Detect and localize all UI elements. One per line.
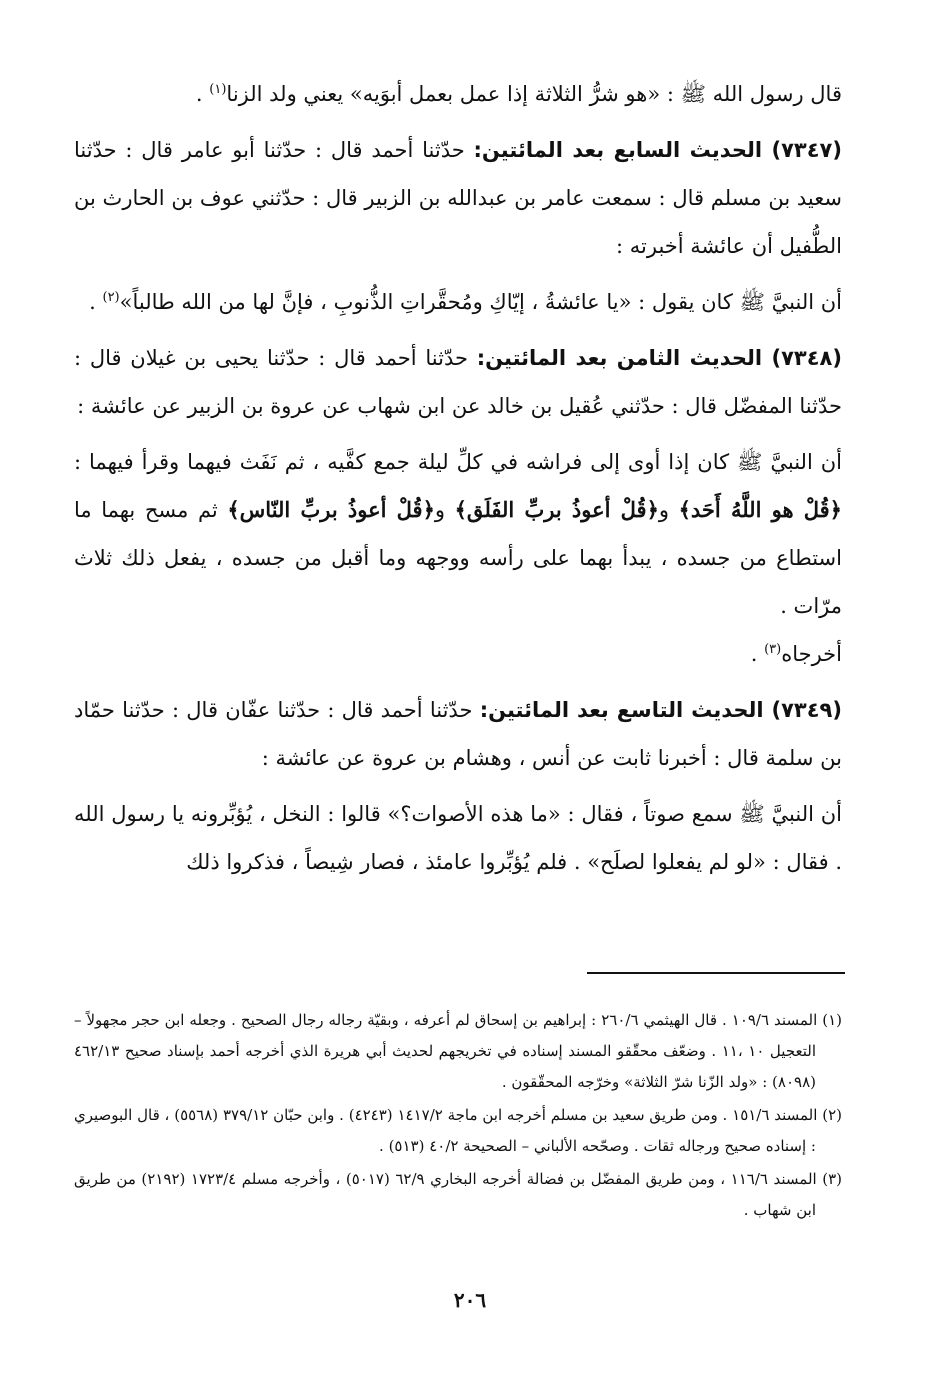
quran-verse-nas: ﴿قُلْ أعوذُ بربِّ النّاس﴾: [227, 497, 435, 522]
footnote-1: (١) المسند ١٠٩/٦ . قال الهيثمي ٢٦٠/٦ : إبراهيم بن إسحاق لم أعرفه ، وبقيّة رجاله رجال الصحيح . وجعله ابن حجر مجهولاً – التعجيل ١٠ ،١١ . وضعّف محقّقو المسند إسناده في تخريجهم لحديث أبي هريرة الذي أخرجه أحمد بإسناد صحيح ٤٦٢/١٣ (٨٠٩٨) : «ولد الزّنا شرّ الثلاثة» وخرّجه المحقّقون .: [74, 1011, 842, 1091]
paragraph-1-end: .: [195, 82, 210, 106]
hadith-7347-isnad: [74, 126, 842, 270]
page-number: ٢٠٦: [453, 1288, 487, 1312]
takhrij-end: .: [750, 642, 765, 666]
hadith-7348-heading: (٧٣٤٨) الحديث الثامن بعد المائتين:: [476, 346, 842, 370]
hadith-7348-text-a: أن النبيَّ ﷺ كان إذا أوى إلى فراشه في كلِّ ليلة جمع كفَّيه ، ثم نَفَث فيهما وقرأ فيهما :: [74, 450, 842, 474]
footnote-3: (٣) المسند ١١٦/٦ ، ومن طريق المفضّل بن فضالة أخرجه البخاري ٦٢/٩ (٥٠١٧) ، وأخرجه مسلم ١٧٢٣/٤ (٢١٩٢) من طريق ابن شهاب .: [74, 1170, 842, 1219]
hadith-7349-heading: (٧٣٤٩) الحديث التاسع بعد المائتين:: [479, 698, 842, 722]
hadith-7348-matn: [74, 438, 842, 630]
paragraph-1-text: قال رسول الله ﷺ : «هو شرُّ الثلاثة إذا عمل بعمل أبوَيه» يعني ولد الزنا: [226, 82, 842, 106]
hadith-7348-chain: حدّثنا أحمد قال : حدّثنا يحيى بن غيلان قال : حدّثنا المفضّل قال : حدّثني عُقيل بن خالد عن ابن شهاب عن عروة بن الزبير عن عائشة :: [74, 346, 842, 418]
hadith-7349-isnad: [74, 686, 842, 782]
footnote-ref-2: (٢): [102, 290, 120, 305]
conjunction-1: و: [658, 498, 679, 522]
hadith-7349-matn: [74, 790, 842, 886]
footnote-divider: [587, 972, 845, 974]
takhrij-text: أخرجاه: [781, 642, 842, 666]
paragraph-1: [74, 70, 842, 118]
hadith-7348-isnad: [74, 334, 842, 430]
quran-verse-falaq: ﴿قُلْ أعوذُ بربِّ الفَلَق﴾: [454, 497, 659, 522]
main-text: [74, 70, 842, 886]
footnotes: [74, 1005, 842, 1228]
footnote-ref-3: (٣): [764, 642, 782, 657]
hadith-7348-takhrij: [74, 630, 842, 678]
hadith-7347-end: .: [89, 290, 103, 314]
hadith-7348-text-b: ثم مسح بهما ما استطاع من جسده ، يبدأ بهما على رأسه ووجهه وما أقبل من جسده ، يفعل ذلك ثلاث مرّات .: [74, 498, 842, 618]
conjunction-2: و: [434, 498, 455, 522]
hadith-7349-text: أن النبيَّ ﷺ سمع صوتاً ، فقال : «ما هذه الأصوات؟» قالوا : النخل ، يُؤبِّرونه يا رسول الله . فقال : «لو لم يفعلوا لصلَح» . فلم يُؤبِّروا عامئذ ، فصار شِيصاً ، فذكروا ذلك: [74, 802, 842, 874]
hadith-7347-chain: حدّثنا أحمد قال : حدّثنا أبو عامر قال : حدّثنا سعيد بن مسلم قال : سمعت عامر بن عبدالله بن الزبير قال : حدّثني عوف بن الحارث بن الطُّفيل أن عائشة أخبرته :: [74, 138, 842, 258]
hadith-7347-matn: [74, 278, 842, 326]
footnote-ref-1: (١): [209, 82, 227, 97]
quran-verse-ikhlas: ﴿قُلْ هو اللَّهُ أَحَد﴾: [678, 497, 842, 522]
footnote-2: (٢) المسند ١٥١/٦ . ومن طريق سعيد بن مسلم أخرجه ابن ماجة ١٤١٧/٢ (٤٢٤٣) . وابن حبّان ٣٧٩/١٢ (٥٥٦٨) ، قال البوصيري : إسناده صحيح ورجاله ثقات . وصحّحه الألباني – الصحيحة ٤٠/٢ (٥١٣) .: [74, 1106, 843, 1155]
hadith-7347-heading: (٧٣٤٧) الحديث السابع بعد المائتين:: [473, 138, 842, 162]
hadith-7349-chain: حدّثنا أحمد قال : حدّثنا عفّان قال : حدّثنا حمّاد بن سلمة قال : أخبرنا ثابت عن أنس ، وهشام بن عروة عن عائشة :: [74, 698, 842, 770]
hadith-7347-text: أن النبيَّ ﷺ كان يقول : «يا عائشةُ ، إيّاكِ ومُحقَّراتِ الذُّنوبِ ، فإنَّ لها من الله طالباً»: [119, 290, 842, 314]
